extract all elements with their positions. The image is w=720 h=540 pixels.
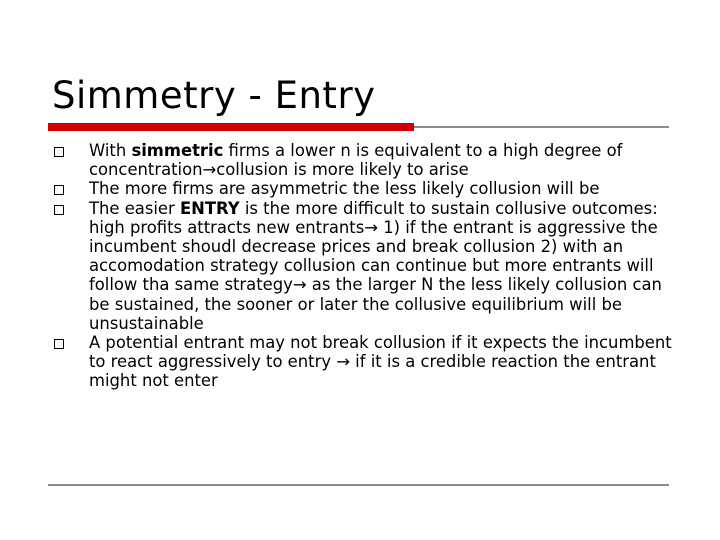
footer-divider-line: [48, 484, 669, 486]
text-segment: The more firms are asymmetric the less likely collusion will be: [89, 179, 600, 199]
square-bullet-icon: [54, 185, 64, 195]
bullet-text: [89, 199, 662, 333]
bullet-text: [89, 141, 622, 179]
text-segment: if it is a credible reaction the entrant might not enter: [89, 352, 656, 391]
bold-term: simmetric: [131, 141, 224, 160]
text-segment: collusion is more likely to arise: [216, 160, 469, 180]
square-bullet-icon: [54, 205, 64, 215]
bullet-item: [52, 199, 672, 333]
text-segment: A potential entrant may not break collusion if it expects the incumbent to react aggressively to entry: [89, 333, 672, 372]
text-segment: With: [89, 141, 132, 160]
title-accent-bar: [48, 123, 414, 131]
bullet-text: [89, 333, 672, 390]
bold-term: ENTRY: [179, 198, 240, 218]
text-segment: 1) if the entrant is aggressive the incumbent shoudl decrease prices and break collusion 2) with an accomodation strategy collusion can continue but more entrants will follow tha same strategy: [89, 217, 658, 295]
right-arrow-icon: →: [202, 160, 217, 180]
right-arrow-icon: →: [292, 275, 307, 295]
bullet-item: [52, 179, 672, 198]
slide-title: Simmetry - Entry: [52, 74, 376, 117]
bullet-item: [52, 141, 672, 179]
bullet-list: [52, 141, 672, 391]
right-arrow-icon: →: [364, 217, 378, 237]
text-segment: is the more difficult to sustain collusive outcomes: high profits attracts new entrants: [89, 198, 658, 237]
bullet-item: [52, 333, 672, 391]
square-bullet-icon: [54, 147, 64, 157]
right-arrow-icon: →: [336, 352, 350, 372]
square-bullet-icon: [54, 339, 64, 349]
text-segment: as the larger N the less likely collusion can be sustained, the sooner or later the collusive equilibrium will be unsustainable: [89, 275, 662, 333]
text-segment: firms a lower n is equivalent to a high degree of concentration: [89, 141, 623, 180]
text-segment: The easier: [89, 198, 180, 218]
bullet-text: [89, 179, 599, 198]
